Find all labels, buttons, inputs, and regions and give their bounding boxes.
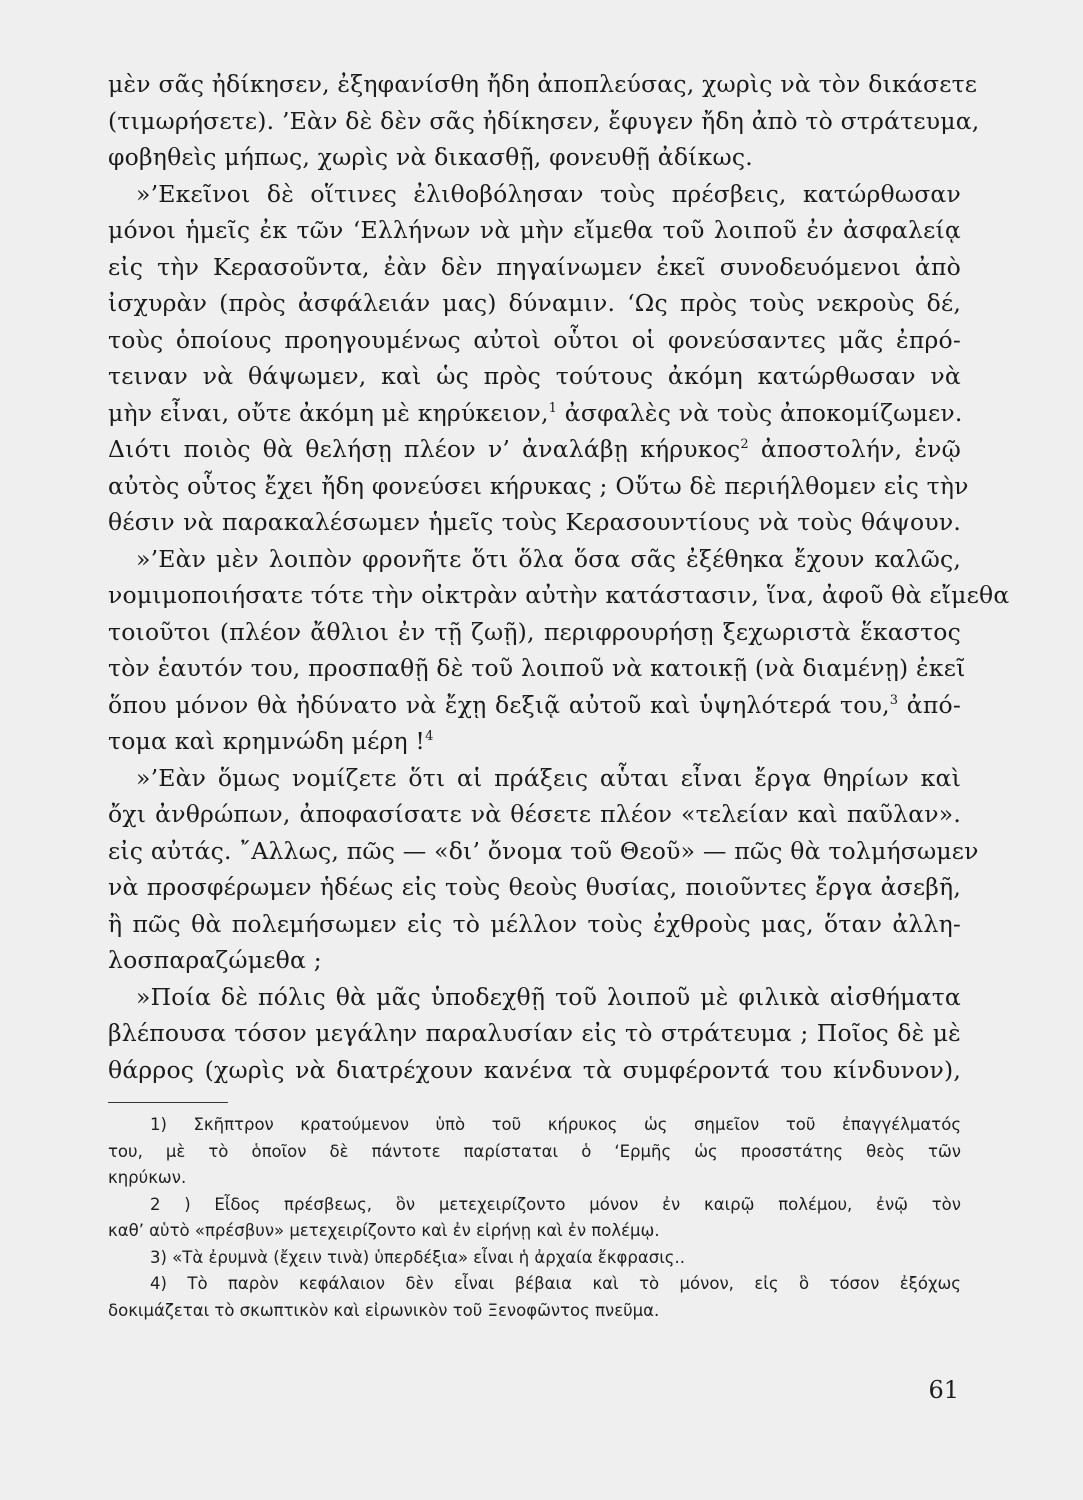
text-line: μὲν σᾶς ἠδίκησεν, ἐξηφανίσθη ἤδη ἀποπλεύσας, χωρὶς νὰ τὸν δικάσετε xyxy=(108,70,978,98)
text-line: εἰς τὴν Κερασοῦντα, ἐὰν δὲν πηγαίνωμεν ἐκεῖ συνοδευόμενοι ἀπὸ xyxy=(108,252,961,281)
main-text xyxy=(108,66,1010,1088)
text-line: εἰς αὐτάς. ῎Αλλως, πῶς — «δι’ ὄνομα τοῦ Θεοῦ» — πῶς θὰ τολμήσωμεν xyxy=(108,836,979,865)
text-segment: ἀσφαλὲς νὰ τοὺς ἀποκομίζωμεν. xyxy=(564,398,963,427)
text-segment: ἀπό- xyxy=(906,690,961,719)
footnote-mark: 3 xyxy=(889,692,899,708)
text-line: λοσπαραζώμεθα ; xyxy=(108,946,322,974)
footnote-mark: 4 xyxy=(425,729,434,745)
text-line: θάρρος (χωρὶς νὰ διατρέχουν κανένα τὰ συμφέροντά του κίνδυνον), xyxy=(108,1055,961,1084)
footnote-mark: 1 xyxy=(548,400,558,416)
footnote-line: 1) Σκῆπτρον κρατούμενον ὑπὸ τοῦ κήρυκος ὡς σημεῖον τοῦ ἐπαγγέλματός xyxy=(150,1115,961,1134)
text-line: ἢ πῶς θὰ πολεμήσωμεν εἰς τὸ μέλλον τοὺς ἐχθροὺς μας, ὅταν ἀλλη- xyxy=(108,909,961,938)
text-segment: ἀποστολήν, ἐνῷ xyxy=(760,435,961,463)
text-line: αὐτὸς οὗτος ἔχει ἤδη φονεύσει κήρυκας ; Οὕτω δὲ περιήλθομεν εἰς τὴν xyxy=(108,471,969,500)
text-segment: τομα καὶ κρημνώδη μέρη ! xyxy=(108,727,426,755)
text-segment: ὅπου μόνον θὰ ἠδύνατο νὰ ἔχῃ δεξιᾷ αὐτοῦ καὶ ὑψηλότερά του, xyxy=(108,690,890,719)
text-line xyxy=(108,723,961,760)
footnote-divider xyxy=(108,1102,228,1103)
text-segment: Διότι ποιὸς θὰ θελήσῃ πλέον ν’ ἀναλάβῃ κήρυκος xyxy=(108,435,741,463)
text-line: »’Εὰν μὲν λοιπὸν φρονῆτε ὅτι ὅλα ὅσα σᾶς ἐξέθηκα ἔχουν καλῶς, xyxy=(136,544,961,573)
text-line: νομιμοποιήσατε τότε τὴν οἰκτρὰν αὐτὴν κατάστασιν, ἵνα, ἀφοῦ θὰ εἴμεθα xyxy=(108,581,1010,609)
footnote-line: καθ’ αὑτὸ «πρέσβυν» μετεχειρίζοντο καὶ ἐν εἰρήνῃ καὶ ἐν πολέμῳ. xyxy=(108,1221,660,1240)
text-segment: μὴν εἶναι, οὔτε ἀκόμη μὲ κηρύκειον, xyxy=(108,398,549,427)
text-line: »’Εὰν ὅμως νομίζετε ὅτι αἱ πράξεις αὗται εἶναι ἔργα θηρίων καὶ xyxy=(136,763,961,792)
text-line xyxy=(108,687,961,724)
footnote-line: του, μὲ τὸ ὁποῖον δὲ πάντοτε παρίσταται ὁ ‘Ερμῆς ὡς προσστάτης θεὸς τῶν xyxy=(108,1141,961,1161)
footnote-line: 3) «Τὰ ἐρυμνὰ (ἔχειν τινὰ) ὑπερδέξια» εἶναι ἡ ἀρχαία ἔκφρασις.. xyxy=(150,1247,685,1267)
text-line: φοβηθεὶς μήπως, χωρὶς νὰ δικασθῇ, φονευθῇ ἀδίκως. xyxy=(108,143,753,171)
text-line: τὸν ἑαυτόν του, προσπαθῇ δὲ τοῦ λοιποῦ νὰ κατοικῇ (νὰ διαμένῃ) ἐκεῖ xyxy=(108,654,966,682)
footnotes xyxy=(108,1112,961,1324)
text-line: (τιμωρήσετε). ’Εὰν δὲ δὲν σᾶς ἠδίκησεν, ἔφυγεν ἤδη ἀπὸ τὸ στράτευμα, xyxy=(108,106,980,135)
text-line: μόνοι ἡμεῖς ἐκ τῶν ‘Ελλήνων νὰ μὴν εἴμεθα τοῦ λοιποῦ ἐν ἀσφαλείᾳ xyxy=(108,216,961,244)
text-line xyxy=(108,395,961,432)
page-number: 61 xyxy=(928,1376,959,1404)
text-line: »Ποία δὲ πόλις θὰ μᾶς ὑποδεχθῇ τοῦ λοιποῦ μὲ φιλικὰ αἰσθήματα xyxy=(136,982,961,1011)
text-line: τοιοῦτοι (πλέον ἄθλιοι ἐν τῇ ζωῇ), περιφρουρήσῃ ξεχωριστὰ ἕκαστος xyxy=(108,617,961,646)
text-line: τοὺς ὁποίους προηγουμένως αὐτοὶ οὗτοι οἱ φονεύσαντες μᾶς ἐπρό- xyxy=(108,325,961,354)
text-line: βλέπουσα τόσον μεγάλην παραλυσίαν εἰς τὸ στράτευμα ; Ποῖος δὲ μὲ xyxy=(108,1019,961,1047)
footnote-line: 2 ) Εἶδος πρέσβεως, ὃν μετεχειρίζοντο μόνον ἐν καιρῷ πολέμου, ἐνῷ τὸν xyxy=(150,1194,961,1214)
text-line: ὄχι ἀνθρώπων, ἀποφασίσατε νὰ θέσετε πλέον «τελείαν καὶ παῦλαν». xyxy=(108,800,961,828)
footnote-line: δοκιμάζεται τὸ σκωπτικὸν καὶ εἰρωνικὸν τοῦ Ξενοφῶντος πνεῦμα. xyxy=(108,1300,660,1320)
footnote-line: 4) Τὸ παρὸν κεφάλαιον δὲν εἶναι βέβαια καὶ τὸ μόνον, εἰς ὃ τόσον ἐξόχως xyxy=(150,1274,961,1293)
text-line: ἰσχυρὰν (πρὸς ἀσφάλειάν μας) δύναμιν. ‘Ως πρὸς τοὺς νεκροὺς δέ, xyxy=(108,289,961,317)
footnote-line: κηρύκων. xyxy=(108,1168,187,1187)
text-line: νὰ προσφέρωμεν ἡδέως εἰς τοὺς θεοὺς θυσίας, ποιοῦντες ἔργα ἀσεβῆ, xyxy=(108,873,961,901)
text-line xyxy=(108,431,961,468)
text-line: τειναν νὰ θάψωμεν, καὶ ὡς πρὸς τούτους ἀκόμη κατώρθωσαν νὰ xyxy=(108,362,961,390)
text-line: θέσιν νὰ παρακαλέσωμεν ἡμεῖς τοὺς Κερασουντίους νὰ τοὺς θάψουν. xyxy=(108,508,961,536)
text-line: »’Εκεῖνοι δὲ οἵτινες ἐλιθοβόλησαν τοὺς πρέσβεις, κατώρθωσαν xyxy=(136,179,961,208)
footnote-mark: 2 xyxy=(740,437,749,453)
